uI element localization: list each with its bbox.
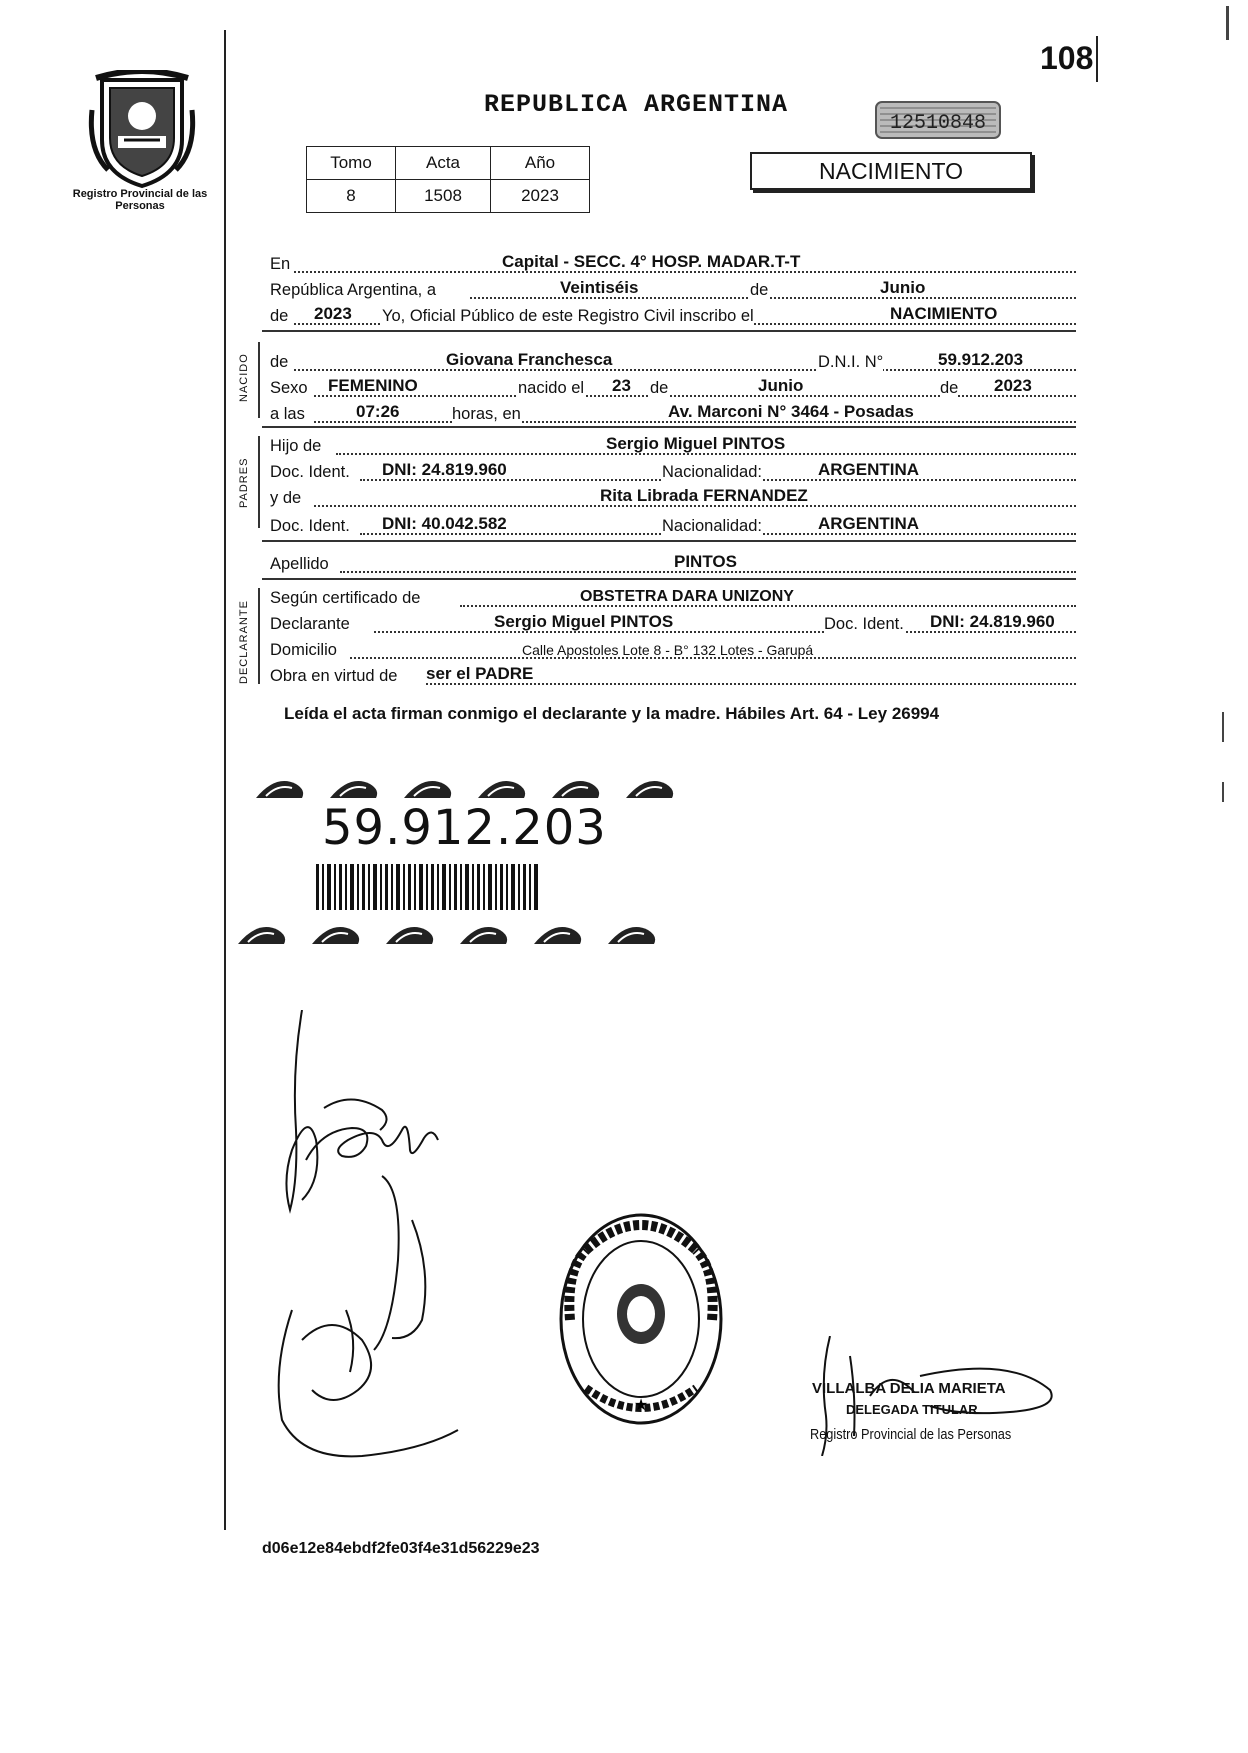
wave-band-top <box>256 781 673 798</box>
record-type-box: NACIMIENTO <box>750 152 1032 190</box>
margin-rule <box>224 30 226 1530</box>
row-child-sex <box>270 376 1076 400</box>
declarant-doc: DNI: 24.819.960 <box>930 612 1055 631</box>
doc-label-father: Doc. Ident. <box>270 463 350 481</box>
capacity-label: Obra en virtud de <box>270 667 398 685</box>
declarant-name: Sergio Miguel PINTOS <box>494 612 674 631</box>
declarant-label: Declarante <box>270 615 350 633</box>
scan-mark <box>1226 6 1229 40</box>
value-acta: 1508 <box>396 180 491 213</box>
row-address <box>270 638 1076 662</box>
act-day: Veintiséis <box>560 278 639 297</box>
official-org: Registro Provincial de las Personas <box>810 1426 1012 1443</box>
row-father <box>270 434 1076 458</box>
birth-place: Av. Marconi N° 3464 - Posadas <box>668 402 914 421</box>
row-father-doc <box>270 460 1076 484</box>
capacity-value: ser el PADRE <box>426 664 534 683</box>
row-mother-doc <box>270 514 1076 538</box>
son-of-label: Hijo de <box>270 437 322 455</box>
de-label-4: de <box>650 379 669 397</box>
row-date <box>270 278 1076 302</box>
svg-text:12510848: 12510848 <box>889 112 987 135</box>
official-signature <box>810 1336 1070 1456</box>
inscribe-label: Yo, Oficial Público de este Registro Civil inscribo el <box>382 307 754 325</box>
mother-nat: ARGENTINA <box>818 514 920 533</box>
born-label: nacido el <box>518 379 585 397</box>
dni-sticker <box>236 764 676 954</box>
stamp-number <box>874 100 1002 140</box>
row-child-name <box>270 350 1076 374</box>
sex-label: Sexo <box>270 379 308 397</box>
born-year: 2023 <box>994 376 1032 395</box>
de-label-3: de <box>270 353 289 371</box>
cert-label: Según certificado de <box>270 589 421 607</box>
value-tomo: 8 <box>307 180 396 213</box>
mother-name: Rita Librada FERNANDEZ <box>600 486 808 505</box>
row-surname <box>270 552 1076 576</box>
act-place: Capital - SECC. 4° HOSP. MADAR.T-T <box>502 252 801 271</box>
born-day: 23 <box>612 376 631 395</box>
registry-logo <box>88 70 196 190</box>
born-month: Junio <box>758 376 804 395</box>
office-seal <box>556 1210 726 1428</box>
address-label: Domicilio <box>270 641 337 659</box>
inscribed-type: NACIMIENTO <box>890 304 998 323</box>
mother-doc: DNI: 40.042.582 <box>382 514 507 533</box>
section-divider <box>262 330 1076 332</box>
side-label-padres: PADRES <box>238 457 250 508</box>
child-dni: 59.912.203 <box>938 350 1024 369</box>
section-divider <box>262 426 1076 428</box>
hours-label: horas, en <box>452 405 521 423</box>
republic-label: República Argentina, a <box>270 281 437 299</box>
row-declarant <box>270 612 1076 636</box>
signature-declarant <box>262 1010 462 1480</box>
declarant-doc-label: Doc. Ident. <box>824 615 904 633</box>
reference-table <box>306 146 590 213</box>
header-acta: Acta <box>396 147 491 180</box>
father-doc: DNI: 24.819.960 <box>382 460 507 479</box>
document-hash: d06e12e84ebdf2fe03f4e31d56229e23 <box>262 1540 540 1557</box>
address-value: Calle Apostoles Lote 8 - B° 132 Lotes - Garupá <box>522 642 814 658</box>
row-child-time <box>270 402 1076 426</box>
act-month: Junio <box>880 278 926 297</box>
scan-mark <box>1222 712 1224 742</box>
row-inscribe <box>270 304 1076 328</box>
surname-value: PINTOS <box>674 552 737 571</box>
child-sex: FEMENINO <box>328 376 418 395</box>
page-number: 108 <box>1040 40 1094 76</box>
header-anio: Año <box>491 147 590 180</box>
closing-note: Leída el acta firman conmigo el declarante y la madre. Hábiles Art. 64 - Ley 26994 <box>284 704 940 723</box>
surname-label: Apellido <box>270 555 329 573</box>
header-tomo: Tomo <box>307 147 396 180</box>
barcode <box>316 864 538 910</box>
scan-mark <box>1222 782 1224 802</box>
section-divider <box>262 540 1076 542</box>
doc-label-mother: Doc. Ident. <box>270 517 350 535</box>
de-label-5: de <box>940 379 959 397</box>
nat-label-father: Nacionalidad: <box>662 463 762 481</box>
section-divider <box>262 578 1076 580</box>
and-label: y de <box>270 489 302 507</box>
registry-label: Registro Provincial de las Personas <box>72 188 208 212</box>
father-nat: ARGENTINA <box>818 460 920 479</box>
en-label: En <box>270 255 291 273</box>
dni-label: D.N.I. N° <box>818 353 884 371</box>
row-mother <box>270 486 1076 510</box>
row-place <box>270 252 1076 276</box>
de-label-2: de <box>270 307 289 325</box>
dni-sticker-number: 59.912.203 <box>322 800 607 856</box>
row-capacity <box>270 664 1076 688</box>
act-year: 2023 <box>314 304 352 323</box>
row-certificate <box>270 586 1076 610</box>
wave-band-bottom <box>238 927 655 944</box>
svg-text:★: ★ <box>633 1395 649 1414</box>
cert-value: OBSTETRA DARA UNIZONY <box>580 588 794 605</box>
nat-label-mother: Nacionalidad: <box>662 517 762 535</box>
official-name: VILLALBA DELIA MARIETA <box>812 1380 1006 1397</box>
official-role: DELEGADA TITULAR <box>846 1402 978 1417</box>
birth-time: 07:26 <box>356 402 400 421</box>
document-title: REPUBLICA ARGENTINA <box>484 90 789 119</box>
side-label-nacido: NACIDO <box>238 353 250 402</box>
value-anio: 2023 <box>491 180 590 213</box>
child-name: Giovana Franchesca <box>446 350 613 369</box>
page-number-rule <box>1096 36 1098 82</box>
time-label: a las <box>270 405 305 423</box>
side-label-declarante: DECLARANTE <box>238 600 250 684</box>
de-label-1: de <box>750 281 769 299</box>
father-name: Sergio Miguel PINTOS <box>606 434 786 453</box>
